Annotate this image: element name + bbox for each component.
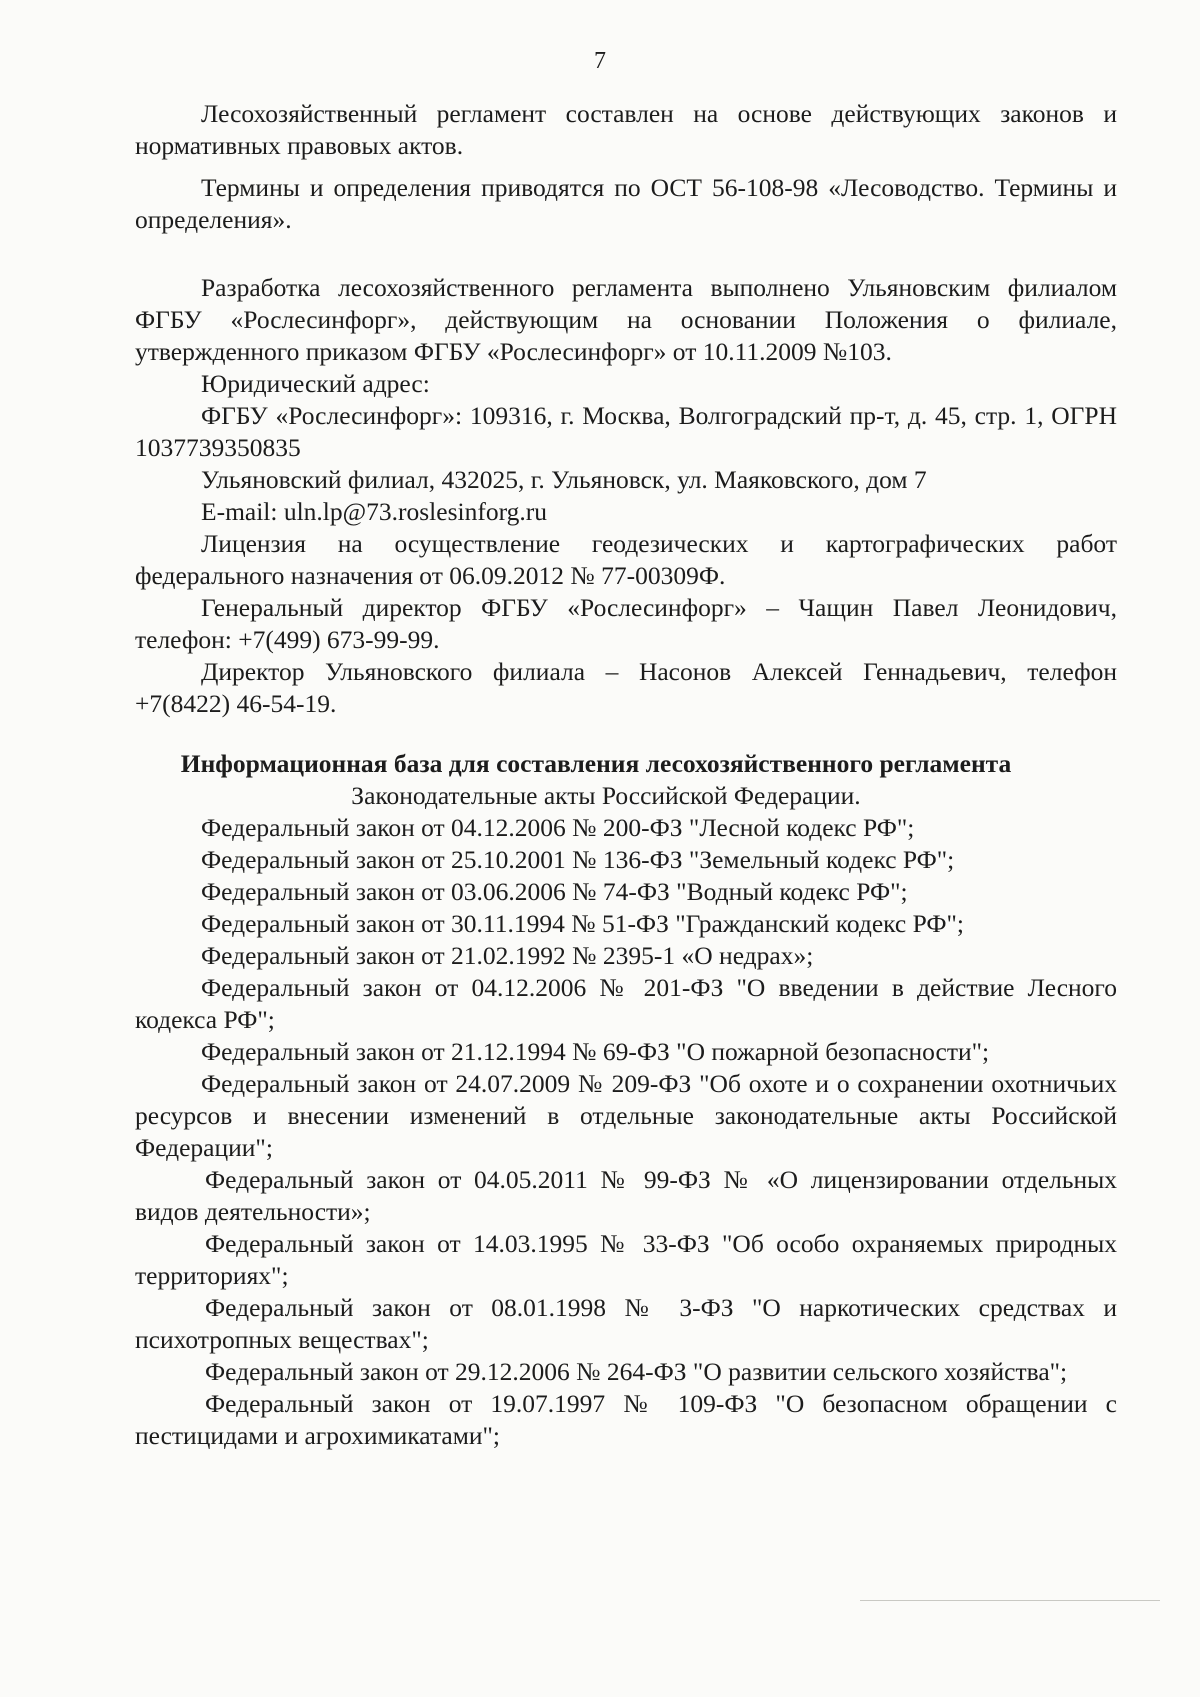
legal-address-label: Юридический адрес:: [201, 369, 430, 398]
law-item: Федеральный закон от 19.07.1997 № 109-ФЗ "О безопасном обращении с пестицидами и агрохимикатами";: [135, 1389, 1117, 1450]
law-item: Федеральный закон от 21.12.1994 № 69-ФЗ "О пожарной безопасности";: [201, 1037, 990, 1066]
law-item: Федеральный закон от 04.12.2006 № 200-ФЗ "Лесной кодекс РФ";: [201, 813, 915, 842]
info-base-subheading: Законодательные акты Российской Федерации.: [351, 781, 861, 810]
law-item: Федеральный закон от 14.03.1995 № 33-ФЗ "Об особо охраняемых природных территориях";: [135, 1229, 1117, 1290]
law-item: Федеральный закон от 04.05.2011 № 99-ФЗ № «О лицензировании отдельных видов деятельности»;: [135, 1165, 1117, 1226]
law-item: Федеральный закон от 29.12.2006 № 264-ФЗ "О развитии сельского хозяйства";: [205, 1357, 1068, 1386]
law-item: Федеральный закон от 24.07.2009 № 209-ФЗ "Об охоте и о сохранении охотничьих ресурсов и внесении изменений в отдельные законодательные акты Российской Федерации";: [135, 1069, 1117, 1162]
law-item: Федеральный закон от 08.01.1998 № 3-ФЗ "О наркотических средствах и психотропных веществах";: [135, 1293, 1117, 1354]
law-item: Федеральный закон от 30.11.1994 № 51-ФЗ "Гражданский кодекс РФ";: [201, 909, 965, 938]
law-item: Федеральный закон от 03.06.2006 № 74-ФЗ "Водный кодекс РФ";: [201, 877, 908, 906]
intro-paragraph-terms: Термины и определения приводятся по ОСТ 56-108-98 «Лесоводство. Термины и определения».: [135, 173, 1117, 234]
page-number: 7: [594, 48, 606, 74]
law-item: Федеральный закон от 04.12.2006 № 201-ФЗ "О введении в действие Лесного кодекса РФ";: [135, 973, 1117, 1034]
intro-paragraph-regulation-basis: Лесохозяйственный регламент составлен на основе действующих законов и нормативных правовых актов.: [135, 99, 1117, 160]
general-director-paragraph: Генеральный директор ФГБУ «Рослесинфорг» – Чащин Павел Леонидович, телефон: +7(499) 673-99-99.: [135, 593, 1117, 654]
scan-edge-line: [860, 1600, 1160, 1601]
document-body: [135, 98, 1117, 1452]
law-item: Федеральный закон от 21.02.1992 № 2395-1 «О недрах»;: [201, 941, 814, 970]
email-line: E-mail: uln.lp@73.roslesinforg.ru: [201, 497, 547, 526]
legal-address: ФГБУ «Рослесинфорг»: 109316, г. Москва, Волгоградский пр-т, д. 45, стр. 1, ОГРН 1037739350835: [135, 401, 1117, 462]
developer-paragraph: Разработка лесохозяйственного регламента выполнено Ульяновским филиалом ФГБУ «Рослесинфорг», действующим на основании Положения о филиале, утвержденного приказом ФГБУ «Рослесинфорг» от 10.11.2009 №103.: [135, 273, 1117, 366]
branch-director-paragraph: Директор Ульяновского филиала – Насонов Алексей Геннадьевич, телефон +7(8422) 46-54-19.: [135, 657, 1117, 718]
branch-address: Ульяновский филиал, 432025, г. Ульяновск, ул. Маяковского, дом 7: [201, 465, 927, 494]
info-base-heading: Информационная база для составления лесохозяйственного регламента: [180, 749, 1012, 778]
license-paragraph: Лицензия на осуществление геодезических и картографических работ федерального назначения от 06.09.2012 № 77-00309Ф.: [135, 529, 1117, 590]
law-item: Федеральный закон от 25.10.2001 № 136-ФЗ "Земельный кодекс РФ";: [201, 845, 955, 874]
